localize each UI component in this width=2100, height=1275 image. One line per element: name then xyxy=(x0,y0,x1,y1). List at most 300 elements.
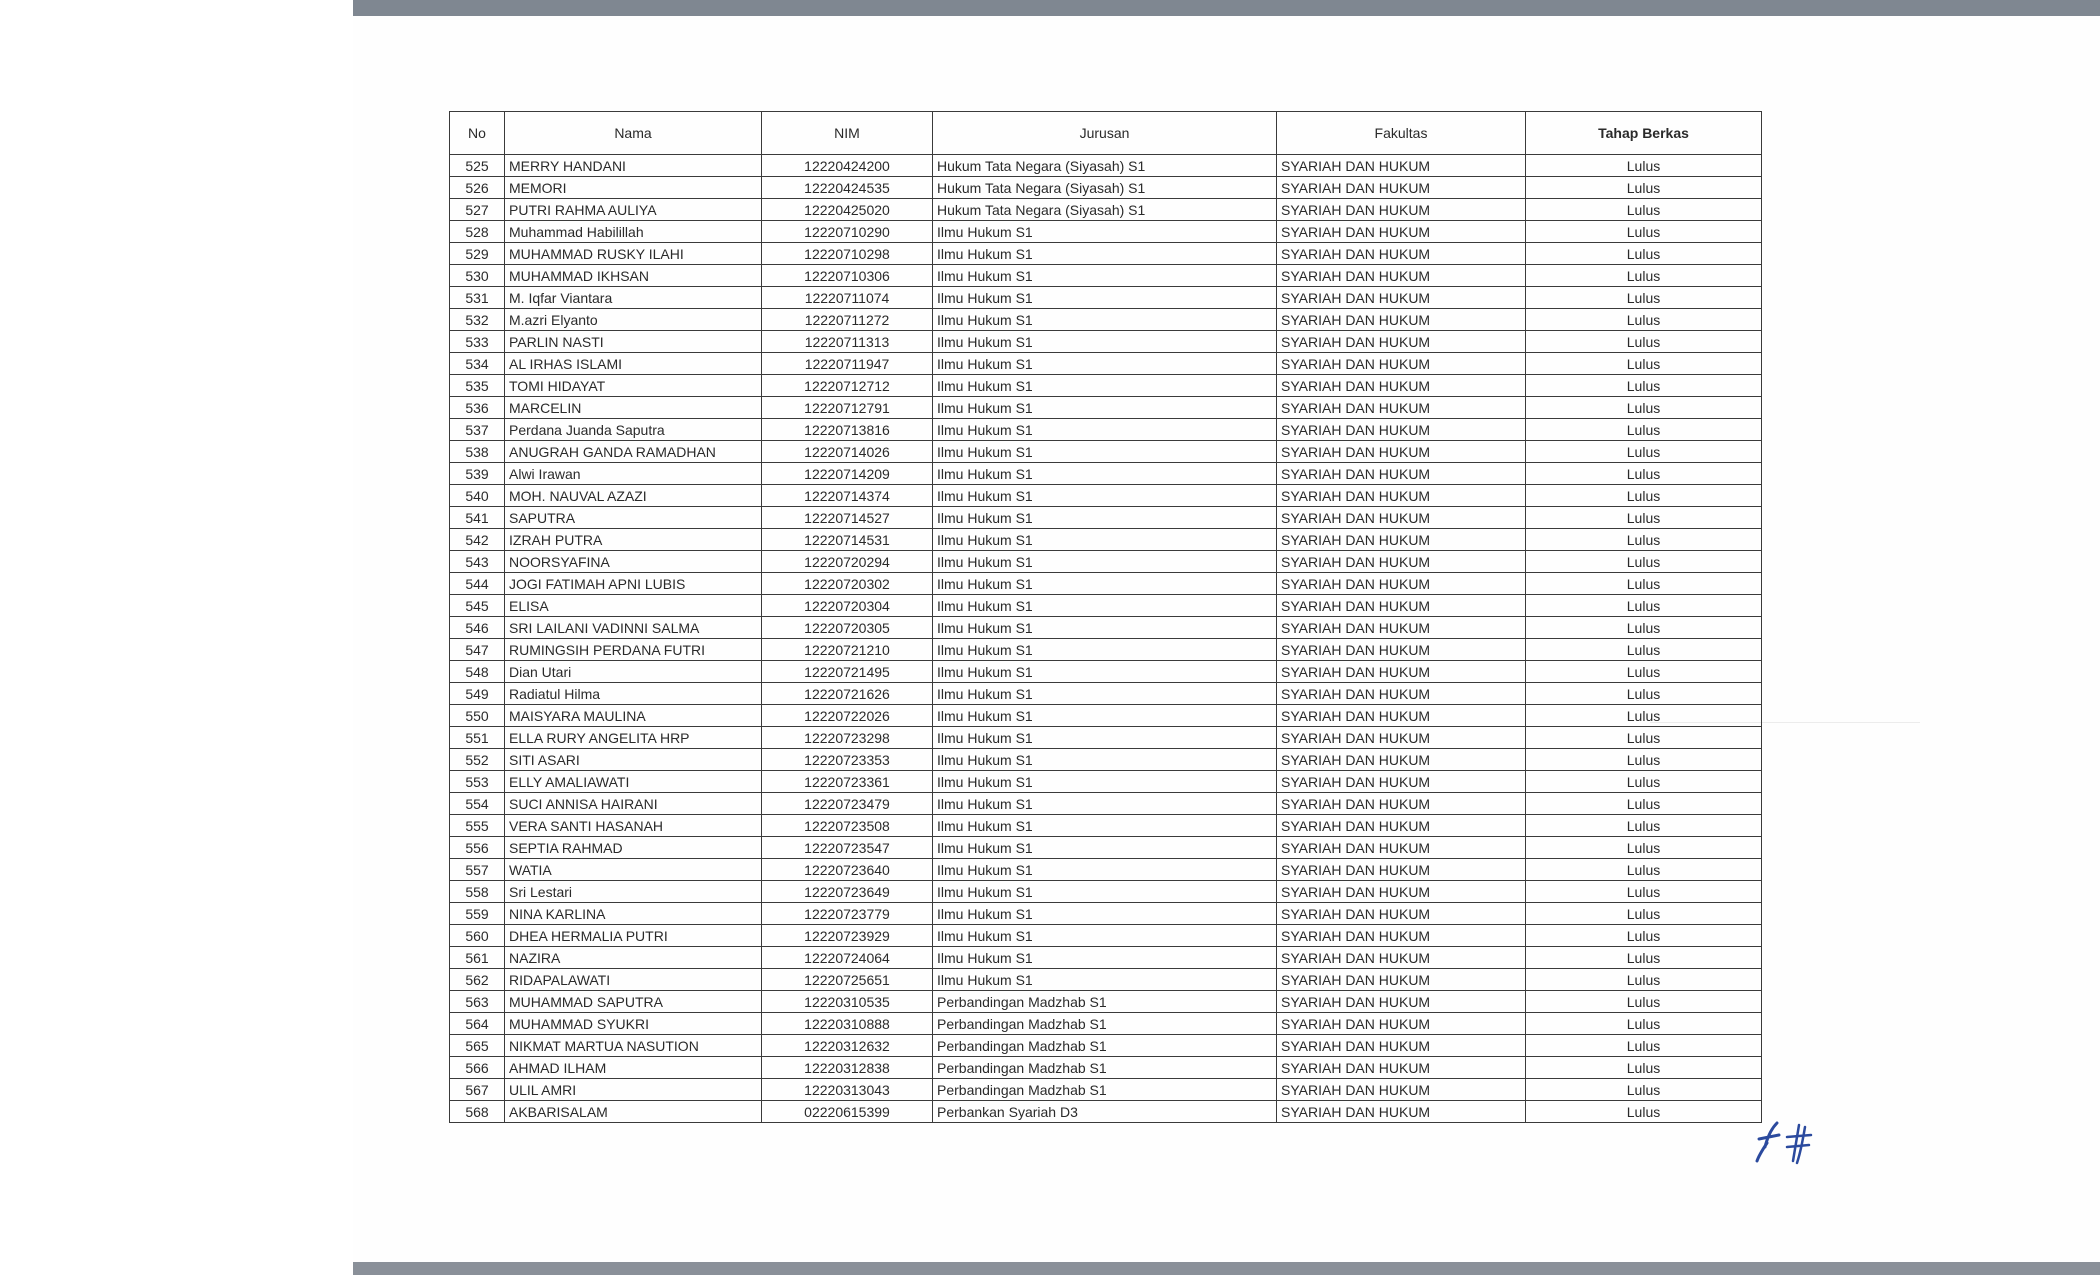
row-jurusan: Ilmu Hukum S1 xyxy=(933,661,1277,683)
row-fakultas: SYARIAH DAN HUKUM xyxy=(1277,837,1526,859)
row-tahap-berkas: Lulus xyxy=(1526,771,1762,793)
row-no: 556 xyxy=(450,837,505,859)
row-no: 529 xyxy=(450,243,505,265)
row-tahap-berkas: Lulus xyxy=(1526,507,1762,529)
row-no: 564 xyxy=(450,1013,505,1035)
row-nim: 12220725651 xyxy=(762,969,933,991)
row-nim: 12220424535 xyxy=(762,177,933,199)
row-no: 531 xyxy=(450,287,505,309)
row-tahap-berkas: Lulus xyxy=(1526,749,1762,771)
row-no: 547 xyxy=(450,639,505,661)
table-row xyxy=(450,485,1762,507)
row-fakultas: SYARIAH DAN HUKUM xyxy=(1277,243,1526,265)
row-no: 526 xyxy=(450,177,505,199)
row-tahap-berkas: Lulus xyxy=(1526,881,1762,903)
row-no: 528 xyxy=(450,221,505,243)
row-nama: AHMAD ILHAM xyxy=(505,1057,762,1079)
row-nim: 12220714527 xyxy=(762,507,933,529)
row-no: 554 xyxy=(450,793,505,815)
row-jurusan: Perbankan Syariah D3 xyxy=(933,1101,1277,1123)
row-nama: VERA SANTI HASANAH xyxy=(505,815,762,837)
row-nama: MERRY HANDANI xyxy=(505,155,762,177)
row-nama: RUMINGSIH PERDANA FUTRI xyxy=(505,639,762,661)
row-nim: 12220714374 xyxy=(762,485,933,507)
row-nama: M. Iqfar Viantara xyxy=(505,287,762,309)
row-tahap-berkas: Lulus xyxy=(1526,683,1762,705)
row-nama: MUHAMMAD RUSKY ILAHI xyxy=(505,243,762,265)
row-jurusan: Ilmu Hukum S1 xyxy=(933,815,1277,837)
row-tahap-berkas: Lulus xyxy=(1526,661,1762,683)
row-nama: PARLIN NASTI xyxy=(505,331,762,353)
table-row xyxy=(450,991,1762,1013)
row-jurusan: Ilmu Hukum S1 xyxy=(933,529,1277,551)
table-row xyxy=(450,265,1762,287)
row-tahap-berkas: Lulus xyxy=(1526,375,1762,397)
row-tahap-berkas: Lulus xyxy=(1526,265,1762,287)
row-fakultas: SYARIAH DAN HUKUM xyxy=(1277,727,1526,749)
row-nim: 12220710290 xyxy=(762,221,933,243)
table-row xyxy=(450,419,1762,441)
row-jurusan: Ilmu Hukum S1 xyxy=(933,859,1277,881)
row-no: 538 xyxy=(450,441,505,463)
table-row xyxy=(450,837,1762,859)
table-row xyxy=(450,287,1762,309)
row-nama: AKBARISALAM xyxy=(505,1101,762,1123)
row-fakultas: SYARIAH DAN HUKUM xyxy=(1277,507,1526,529)
row-jurusan: Ilmu Hukum S1 xyxy=(933,947,1277,969)
row-tahap-berkas: Lulus xyxy=(1526,1035,1762,1057)
table-row xyxy=(450,881,1762,903)
row-no: 541 xyxy=(450,507,505,529)
row-tahap-berkas: Lulus xyxy=(1526,815,1762,837)
row-no: 530 xyxy=(450,265,505,287)
row-tahap-berkas: Lulus xyxy=(1526,177,1762,199)
row-no: 566 xyxy=(450,1057,505,1079)
row-jurusan: Perbandingan Madzhab S1 xyxy=(933,1057,1277,1079)
row-jurusan: Ilmu Hukum S1 xyxy=(933,397,1277,419)
row-fakultas: SYARIAH DAN HUKUM xyxy=(1277,199,1526,221)
row-nama: AL IRHAS ISLAMI xyxy=(505,353,762,375)
row-fakultas: SYARIAH DAN HUKUM xyxy=(1277,793,1526,815)
row-jurusan: Ilmu Hukum S1 xyxy=(933,243,1277,265)
row-no: 563 xyxy=(450,991,505,1013)
row-nama: Sri Lestari xyxy=(505,881,762,903)
row-tahap-berkas: Lulus xyxy=(1526,1013,1762,1035)
scan-top-bar xyxy=(353,0,2100,16)
row-nama: JOGI FATIMAH APNI LUBIS xyxy=(505,573,762,595)
row-fakultas: SYARIAH DAN HUKUM xyxy=(1277,991,1526,1013)
table-row xyxy=(450,727,1762,749)
table-row xyxy=(450,1101,1762,1123)
row-nim: 12220710306 xyxy=(762,265,933,287)
row-tahap-berkas: Lulus xyxy=(1526,727,1762,749)
row-tahap-berkas: Lulus xyxy=(1526,705,1762,727)
row-tahap-berkas: Lulus xyxy=(1526,969,1762,991)
row-fakultas: SYARIAH DAN HUKUM xyxy=(1277,705,1526,727)
row-nama: DHEA HERMALIA PUTRI xyxy=(505,925,762,947)
row-nim: 12220723361 xyxy=(762,771,933,793)
row-tahap-berkas: Lulus xyxy=(1526,463,1762,485)
row-nim: 12220310888 xyxy=(762,1013,933,1035)
row-fakultas: SYARIAH DAN HUKUM xyxy=(1277,419,1526,441)
row-nim: 12220425020 xyxy=(762,199,933,221)
table-row xyxy=(450,1013,1762,1035)
row-fakultas: SYARIAH DAN HUKUM xyxy=(1277,485,1526,507)
row-nama: SEPTIA RAHMAD xyxy=(505,837,762,859)
row-fakultas: SYARIAH DAN HUKUM xyxy=(1277,287,1526,309)
row-nim: 12220714209 xyxy=(762,463,933,485)
row-fakultas: SYARIAH DAN HUKUM xyxy=(1277,749,1526,771)
row-nim: 12220310535 xyxy=(762,991,933,1013)
row-fakultas: SYARIAH DAN HUKUM xyxy=(1277,969,1526,991)
row-no: 539 xyxy=(450,463,505,485)
row-fakultas: SYARIAH DAN HUKUM xyxy=(1277,903,1526,925)
row-no: 561 xyxy=(450,947,505,969)
table-row xyxy=(450,595,1762,617)
table-row xyxy=(450,529,1762,551)
table-row xyxy=(450,199,1762,221)
row-nim: 12220424200 xyxy=(762,155,933,177)
row-nim: 12220714026 xyxy=(762,441,933,463)
row-nim: 12220711272 xyxy=(762,309,933,331)
row-tahap-berkas: Lulus xyxy=(1526,595,1762,617)
row-tahap-berkas: Lulus xyxy=(1526,617,1762,639)
row-fakultas: SYARIAH DAN HUKUM xyxy=(1277,771,1526,793)
row-tahap-berkas: Lulus xyxy=(1526,287,1762,309)
row-jurusan: Ilmu Hukum S1 xyxy=(933,771,1277,793)
table-row xyxy=(450,925,1762,947)
table-row xyxy=(450,331,1762,353)
row-no: 551 xyxy=(450,727,505,749)
row-no: 537 xyxy=(450,419,505,441)
row-no: 545 xyxy=(450,595,505,617)
row-no: 540 xyxy=(450,485,505,507)
row-fakultas: SYARIAH DAN HUKUM xyxy=(1277,947,1526,969)
row-tahap-berkas: Lulus xyxy=(1526,309,1762,331)
row-tahap-berkas: Lulus xyxy=(1526,793,1762,815)
row-nim: 12220720305 xyxy=(762,617,933,639)
row-jurusan: Ilmu Hukum S1 xyxy=(933,353,1277,375)
row-tahap-berkas: Lulus xyxy=(1526,903,1762,925)
row-fakultas: SYARIAH DAN HUKUM xyxy=(1277,441,1526,463)
row-jurusan: Ilmu Hukum S1 xyxy=(933,331,1277,353)
row-nim: 12220711074 xyxy=(762,287,933,309)
row-fakultas: SYARIAH DAN HUKUM xyxy=(1277,573,1526,595)
row-jurusan: Ilmu Hukum S1 xyxy=(933,419,1277,441)
row-nama: SUCI ANNISA HAIRANI xyxy=(505,793,762,815)
row-no: 553 xyxy=(450,771,505,793)
row-jurusan: Ilmu Hukum S1 xyxy=(933,221,1277,243)
table-row xyxy=(450,1035,1762,1057)
row-nama: Muhammad Habilillah xyxy=(505,221,762,243)
row-tahap-berkas: Lulus xyxy=(1526,155,1762,177)
row-no: 560 xyxy=(450,925,505,947)
row-no: 546 xyxy=(450,617,505,639)
row-tahap-berkas: Lulus xyxy=(1526,639,1762,661)
row-tahap-berkas: Lulus xyxy=(1526,947,1762,969)
row-nama: Perdana Juanda Saputra xyxy=(505,419,762,441)
row-nim: 12220723479 xyxy=(762,793,933,815)
row-jurusan: Ilmu Hukum S1 xyxy=(933,463,1277,485)
row-no: 525 xyxy=(450,155,505,177)
row-tahap-berkas: Lulus xyxy=(1526,991,1762,1013)
row-no: 555 xyxy=(450,815,505,837)
row-jurusan: Hukum Tata Negara (Siyasah) S1 xyxy=(933,199,1277,221)
row-jurusan: Perbandingan Madzhab S1 xyxy=(933,1013,1277,1035)
row-jurusan: Ilmu Hukum S1 xyxy=(933,573,1277,595)
row-nama: NIKMAT MARTUA NASUTION xyxy=(505,1035,762,1057)
row-fakultas: SYARIAH DAN HUKUM xyxy=(1277,683,1526,705)
row-jurusan: Ilmu Hukum S1 xyxy=(933,903,1277,925)
row-fakultas: SYARIAH DAN HUKUM xyxy=(1277,529,1526,551)
row-jurusan: Ilmu Hukum S1 xyxy=(933,749,1277,771)
row-jurusan: Ilmu Hukum S1 xyxy=(933,617,1277,639)
row-nama: MOH. NAUVAL AZAZI xyxy=(505,485,762,507)
row-no: 527 xyxy=(450,199,505,221)
row-jurusan: Ilmu Hukum S1 xyxy=(933,727,1277,749)
row-nim: 12220723929 xyxy=(762,925,933,947)
table-row xyxy=(450,155,1762,177)
row-nama: IZRAH PUTRA xyxy=(505,529,762,551)
row-nim: 12220722026 xyxy=(762,705,933,727)
row-jurusan: Ilmu Hukum S1 xyxy=(933,881,1277,903)
table-row xyxy=(450,969,1762,991)
row-no: 549 xyxy=(450,683,505,705)
table-row xyxy=(450,749,1762,771)
row-nama: RIDAPALAWATI xyxy=(505,969,762,991)
row-nim: 12220720304 xyxy=(762,595,933,617)
row-tahap-berkas: Lulus xyxy=(1526,485,1762,507)
row-tahap-berkas: Lulus xyxy=(1526,397,1762,419)
table-row xyxy=(450,507,1762,529)
table-row xyxy=(450,947,1762,969)
row-jurusan: Ilmu Hukum S1 xyxy=(933,375,1277,397)
row-nim: 12220723508 xyxy=(762,815,933,837)
row-no: 542 xyxy=(450,529,505,551)
row-tahap-berkas: Lulus xyxy=(1526,551,1762,573)
row-jurusan: Ilmu Hukum S1 xyxy=(933,287,1277,309)
row-nim: 12220723640 xyxy=(762,859,933,881)
row-nim: 12220714531 xyxy=(762,529,933,551)
row-nim: 12220723649 xyxy=(762,881,933,903)
row-no: 562 xyxy=(450,969,505,991)
row-nim: 12220723353 xyxy=(762,749,933,771)
row-fakultas: SYARIAH DAN HUKUM xyxy=(1277,397,1526,419)
row-nim: 12220712712 xyxy=(762,375,933,397)
row-nama: Dian Utari xyxy=(505,661,762,683)
table-row xyxy=(450,1079,1762,1101)
row-nama: ANUGRAH GANDA RAMADHAN xyxy=(505,441,762,463)
table-row xyxy=(450,573,1762,595)
row-nim: 12220711313 xyxy=(762,331,933,353)
row-fakultas: SYARIAH DAN HUKUM xyxy=(1277,309,1526,331)
header-tahap-berkas: Tahap Berkas xyxy=(1526,112,1762,155)
row-tahap-berkas: Lulus xyxy=(1526,419,1762,441)
row-nama: TOMI HIDAYAT xyxy=(505,375,762,397)
table-row xyxy=(450,397,1762,419)
row-nama: SRI LAILANI VADINNI SALMA xyxy=(505,617,762,639)
row-nim: 12220723547 xyxy=(762,837,933,859)
row-nim: 12220723779 xyxy=(762,903,933,925)
row-fakultas: SYARIAH DAN HUKUM xyxy=(1277,221,1526,243)
scan-bottom-bar xyxy=(353,1262,2100,1275)
table-row xyxy=(450,859,1762,881)
row-nama: MARCELIN xyxy=(505,397,762,419)
signature-initials xyxy=(1753,1115,1823,1170)
row-nim: 12220710298 xyxy=(762,243,933,265)
header-jurusan: Jurusan xyxy=(933,112,1277,155)
row-no: 544 xyxy=(450,573,505,595)
row-nama: MAISYARA MAULINA xyxy=(505,705,762,727)
row-tahap-berkas: Lulus xyxy=(1526,529,1762,551)
row-nim: 12220711947 xyxy=(762,353,933,375)
table-row xyxy=(450,903,1762,925)
row-tahap-berkas: Lulus xyxy=(1526,353,1762,375)
row-no: 557 xyxy=(450,859,505,881)
row-no: 559 xyxy=(450,903,505,925)
row-jurusan: Ilmu Hukum S1 xyxy=(933,551,1277,573)
row-tahap-berkas: Lulus xyxy=(1526,221,1762,243)
row-nama: ELLY AMALIAWATI xyxy=(505,771,762,793)
row-no: 550 xyxy=(450,705,505,727)
row-no: 552 xyxy=(450,749,505,771)
row-nama: M.azri Elyanto xyxy=(505,309,762,331)
row-jurusan: Perbandingan Madzhab S1 xyxy=(933,1035,1277,1057)
row-jurusan: Ilmu Hukum S1 xyxy=(933,793,1277,815)
table-row xyxy=(450,309,1762,331)
row-fakultas: SYARIAH DAN HUKUM xyxy=(1277,1101,1526,1123)
row-tahap-berkas: Lulus xyxy=(1526,441,1762,463)
row-fakultas: SYARIAH DAN HUKUM xyxy=(1277,925,1526,947)
row-nim: 12220713816 xyxy=(762,419,933,441)
table-header-row xyxy=(450,112,1762,155)
row-fakultas: SYARIAH DAN HUKUM xyxy=(1277,639,1526,661)
row-jurusan: Ilmu Hukum S1 xyxy=(933,265,1277,287)
results-table xyxy=(449,111,1762,1123)
row-jurusan: Hukum Tata Negara (Siyasah) S1 xyxy=(933,155,1277,177)
row-nama: NINA KARLINA xyxy=(505,903,762,925)
row-nama: ELLA RURY ANGELITA HRP xyxy=(505,727,762,749)
row-nama: ELISA xyxy=(505,595,762,617)
row-fakultas: SYARIAH DAN HUKUM xyxy=(1277,331,1526,353)
row-nama: MEMORI xyxy=(505,177,762,199)
row-jurusan: Ilmu Hukum S1 xyxy=(933,705,1277,727)
row-jurusan: Ilmu Hukum S1 xyxy=(933,485,1277,507)
row-nim: 02220615399 xyxy=(762,1101,933,1123)
row-fakultas: SYARIAH DAN HUKUM xyxy=(1277,1079,1526,1101)
table-row xyxy=(450,683,1762,705)
table-row xyxy=(450,177,1762,199)
row-no: 534 xyxy=(450,353,505,375)
table-row xyxy=(450,661,1762,683)
row-jurusan: Hukum Tata Negara (Siyasah) S1 xyxy=(933,177,1277,199)
row-fakultas: SYARIAH DAN HUKUM xyxy=(1277,375,1526,397)
row-tahap-berkas: Lulus xyxy=(1526,837,1762,859)
row-tahap-berkas: Lulus xyxy=(1526,1057,1762,1079)
table-row xyxy=(450,463,1762,485)
row-jurusan: Ilmu Hukum S1 xyxy=(933,837,1277,859)
row-no: 535 xyxy=(450,375,505,397)
row-jurusan: Ilmu Hukum S1 xyxy=(933,639,1277,661)
row-fakultas: SYARIAH DAN HUKUM xyxy=(1277,177,1526,199)
table-row xyxy=(450,375,1762,397)
table-row xyxy=(450,243,1762,265)
header-no: No xyxy=(450,112,505,155)
row-tahap-berkas: Lulus xyxy=(1526,1101,1762,1123)
table-row xyxy=(450,353,1762,375)
row-no: 567 xyxy=(450,1079,505,1101)
row-nim: 12220721626 xyxy=(762,683,933,705)
row-no: 532 xyxy=(450,309,505,331)
row-tahap-berkas: Lulus xyxy=(1526,331,1762,353)
row-fakultas: SYARIAH DAN HUKUM xyxy=(1277,859,1526,881)
row-nim: 12220313043 xyxy=(762,1079,933,1101)
row-no: 568 xyxy=(450,1101,505,1123)
row-fakultas: SYARIAH DAN HUKUM xyxy=(1277,815,1526,837)
header-fakultas: Fakultas xyxy=(1277,112,1526,155)
row-fakultas: SYARIAH DAN HUKUM xyxy=(1277,595,1526,617)
row-no: 548 xyxy=(450,661,505,683)
row-fakultas: SYARIAH DAN HUKUM xyxy=(1277,1035,1526,1057)
row-fakultas: SYARIAH DAN HUKUM xyxy=(1277,551,1526,573)
row-fakultas: SYARIAH DAN HUKUM xyxy=(1277,155,1526,177)
table-row xyxy=(450,793,1762,815)
table-row xyxy=(450,551,1762,573)
row-no: 558 xyxy=(450,881,505,903)
row-jurusan: Ilmu Hukum S1 xyxy=(933,309,1277,331)
row-tahap-berkas: Lulus xyxy=(1526,1079,1762,1101)
row-fakultas: SYARIAH DAN HUKUM xyxy=(1277,1057,1526,1079)
table-row xyxy=(450,221,1762,243)
row-nim: 12220720294 xyxy=(762,551,933,573)
row-nama: SAPUTRA xyxy=(505,507,762,529)
row-no: 536 xyxy=(450,397,505,419)
table-row xyxy=(450,441,1762,463)
header-nama: Nama xyxy=(505,112,762,155)
row-fakultas: SYARIAH DAN HUKUM xyxy=(1277,661,1526,683)
row-nama: Radiatul Hilma xyxy=(505,683,762,705)
row-nama: MUHAMMAD SAPUTRA xyxy=(505,991,762,1013)
row-tahap-berkas: Lulus xyxy=(1526,243,1762,265)
row-jurusan: Ilmu Hukum S1 xyxy=(933,595,1277,617)
row-nim: 12220721495 xyxy=(762,661,933,683)
row-nama: PUTRI RAHMA AULIYA xyxy=(505,199,762,221)
row-jurusan: Perbandingan Madzhab S1 xyxy=(933,1079,1277,1101)
row-nama: MUHAMMAD IKHSAN xyxy=(505,265,762,287)
row-nama: Alwi Irawan xyxy=(505,463,762,485)
table-body xyxy=(450,155,1762,1123)
table-row xyxy=(450,1057,1762,1079)
row-no: 565 xyxy=(450,1035,505,1057)
row-jurusan: Ilmu Hukum S1 xyxy=(933,925,1277,947)
header-nim: NIM xyxy=(762,112,933,155)
table-row xyxy=(450,771,1762,793)
row-nim: 12220720302 xyxy=(762,573,933,595)
row-nim: 12220723298 xyxy=(762,727,933,749)
row-fakultas: SYARIAH DAN HUKUM xyxy=(1277,1013,1526,1035)
row-nama: NAZIRA xyxy=(505,947,762,969)
row-fakultas: SYARIAH DAN HUKUM xyxy=(1277,463,1526,485)
row-jurusan: Ilmu Hukum S1 xyxy=(933,441,1277,463)
table-row xyxy=(450,705,1762,727)
row-tahap-berkas: Lulus xyxy=(1526,859,1762,881)
table-row xyxy=(450,639,1762,661)
row-tahap-berkas: Lulus xyxy=(1526,573,1762,595)
row-fakultas: SYARIAH DAN HUKUM xyxy=(1277,881,1526,903)
row-nim: 12220312632 xyxy=(762,1035,933,1057)
table-row xyxy=(450,617,1762,639)
row-nama: NOORSYAFINA xyxy=(505,551,762,573)
